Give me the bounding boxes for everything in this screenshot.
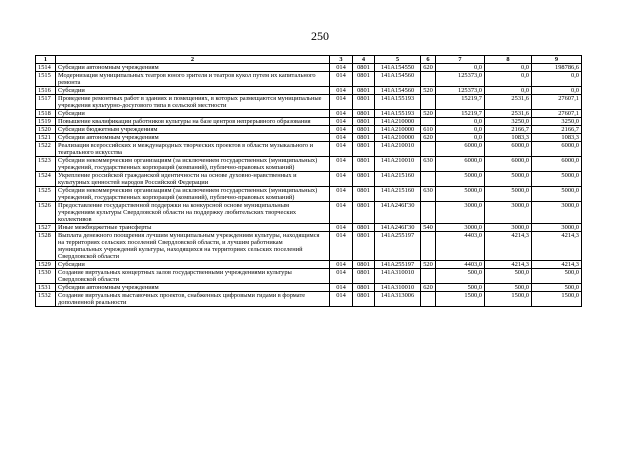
amount-year1-cell: 15219,7: [436, 110, 485, 118]
row-number-cell: 1517: [36, 95, 56, 110]
target-article-cell: 141A255197: [375, 261, 421, 269]
amount-year2-cell: 4214,3: [485, 232, 532, 261]
target-article-cell: 141A210010: [375, 142, 421, 157]
row-number-cell: 1526: [36, 202, 56, 224]
item-name-cell: Субсидии: [56, 87, 330, 95]
amount-year2-cell: 6000,0: [485, 157, 532, 172]
amount-year2-cell: 5000,0: [485, 172, 532, 187]
amount-year1-cell: 0,0: [436, 134, 485, 142]
amount-year2-cell: 0,0: [485, 64, 532, 72]
item-name-cell: Создание виртуальных выставочных проектов, снабженных цифровыми гидами в формате дополненной реальности: [56, 292, 330, 307]
table-row: [36, 95, 582, 110]
column-header: 1: [36, 56, 56, 64]
expense-type-cell: [421, 72, 436, 87]
amount-year2-cell: 3000,0: [485, 224, 532, 232]
table-row: [36, 157, 582, 172]
amount-year3-cell: 0,0: [532, 72, 582, 87]
target-article-cell: 141A313006: [375, 292, 421, 307]
row-number-cell: 1522: [36, 142, 56, 157]
item-name-cell: Иные межбюджетные трансферты: [56, 224, 330, 232]
amount-year1-cell: 6000,0: [436, 157, 485, 172]
expense-type-cell: 630: [421, 157, 436, 172]
amount-year2-cell: 2166,7: [485, 126, 532, 134]
section-code-cell: 0801: [353, 261, 375, 269]
amount-year2-cell: 2531,6: [485, 110, 532, 118]
table-row: [36, 284, 582, 292]
section-code-cell: 0801: [353, 187, 375, 202]
row-number-cell: 1527: [36, 224, 56, 232]
ministry-code-cell: 014: [330, 118, 353, 126]
amount-year3-cell: 1083,3: [532, 134, 582, 142]
column-header: 5: [375, 56, 421, 64]
section-code-cell: 0801: [353, 72, 375, 87]
expense-type-cell: [421, 269, 436, 284]
amount-year2-cell: 3250,0: [485, 118, 532, 126]
amount-year3-cell: 3000,0: [532, 202, 582, 224]
section-code-cell: 0801: [353, 126, 375, 134]
table-body: [36, 64, 582, 307]
amount-year1-cell: 5000,0: [436, 172, 485, 187]
amount-year1-cell: 500,0: [436, 284, 485, 292]
item-name-cell: Субсидии: [56, 110, 330, 118]
amount-year3-cell: 4214,3: [532, 232, 582, 261]
table-row: [36, 261, 582, 269]
row-number-cell: 1520: [36, 126, 56, 134]
amount-year3-cell: 4214,3: [532, 261, 582, 269]
row-number-cell: 1516: [36, 87, 56, 95]
table-row: [36, 87, 582, 95]
amount-year3-cell: 500,0: [532, 284, 582, 292]
item-name-cell: Укрепление российской гражданской идентичности на основе духовно-нравственных и культурных ценностей народов Российской Федерации: [56, 172, 330, 187]
section-code-cell: 0801: [353, 284, 375, 292]
expense-type-cell: 520: [421, 261, 436, 269]
table-header-row: [36, 56, 582, 64]
target-article-cell: 141A154560: [375, 72, 421, 87]
amount-year1-cell: 0,0: [436, 64, 485, 72]
target-article-cell: 141A210000: [375, 134, 421, 142]
item-name-cell: Субсидии автономным учреждениям: [56, 134, 330, 142]
amount-year3-cell: 3000,0: [532, 224, 582, 232]
amount-year1-cell: 500,0: [436, 269, 485, 284]
page-number: 250: [311, 29, 329, 43]
target-article-cell: 141A310010: [375, 284, 421, 292]
amount-year1-cell: 1500,0: [436, 292, 485, 307]
amount-year2-cell: 4214,3: [485, 261, 532, 269]
item-name-cell: Субсидии некоммерческим организациям (за исключением государственных (муниципальных) учреждений, государственных корпораций (компаний), публично-правовых компаний): [56, 157, 330, 172]
amount-year2-cell: 5000,0: [485, 187, 532, 202]
item-name-cell: Субсидии автономным учреждениям: [56, 284, 330, 292]
amount-year3-cell: 5000,0: [532, 187, 582, 202]
item-name-cell: Субсидии: [56, 261, 330, 269]
item-name-cell: Создание виртуальных концертных залов государственными учреждениями культуры Свердловской области: [56, 269, 330, 284]
row-number-cell: 1531: [36, 284, 56, 292]
row-number-cell: 1521: [36, 134, 56, 142]
expense-type-cell: [421, 232, 436, 261]
amount-year1-cell: 125373,0: [436, 72, 485, 87]
expense-type-cell: 520: [421, 110, 436, 118]
ministry-code-cell: 014: [330, 172, 353, 187]
item-name-cell: Субсидии некоммерческим организациям (за исключением государственных (муниципальных) учреждений, государственных корпораций (компаний), публично-правовых компаний): [56, 187, 330, 202]
amount-year1-cell: 4403,0: [436, 261, 485, 269]
row-number-cell: 1525: [36, 187, 56, 202]
expense-type-cell: [421, 118, 436, 126]
item-name-cell: Модернизация муниципальных театров юного зрителя и театров кукол путем их капитального ремонта: [56, 72, 330, 87]
table-row: [36, 126, 582, 134]
target-article-cell: 141A210000: [375, 118, 421, 126]
target-article-cell: 141A154560: [375, 87, 421, 95]
ministry-code-cell: 014: [330, 224, 353, 232]
section-code-cell: 0801: [353, 118, 375, 126]
amount-year3-cell: 6000,0: [532, 157, 582, 172]
target-article-cell: 141A154550: [375, 64, 421, 72]
row-number-cell: 1515: [36, 72, 56, 87]
ministry-code-cell: 014: [330, 269, 353, 284]
table-row: [36, 269, 582, 284]
amount-year3-cell: 1500,0: [532, 292, 582, 307]
section-code-cell: 0801: [353, 110, 375, 118]
amount-year3-cell: 6000,0: [532, 142, 582, 157]
amount-year3-cell: 2166,7: [532, 126, 582, 134]
table-row: [36, 142, 582, 157]
amount-year3-cell: 500,0: [532, 269, 582, 284]
section-code-cell: 0801: [353, 95, 375, 110]
section-code-cell: 0801: [353, 64, 375, 72]
section-code-cell: 0801: [353, 142, 375, 157]
expense-type-cell: 630: [421, 187, 436, 202]
amount-year2-cell: 500,0: [485, 284, 532, 292]
target-article-cell: 141A210000: [375, 126, 421, 134]
column-header: 6: [421, 56, 436, 64]
table-row: [36, 292, 582, 307]
amount-year2-cell: 1083,3: [485, 134, 532, 142]
section-code-cell: 0801: [353, 87, 375, 95]
amount-year3-cell: 0,0: [532, 87, 582, 95]
section-code-cell: 0801: [353, 269, 375, 284]
row-number-cell: 1532: [36, 292, 56, 307]
target-article-cell: 141A246Г30: [375, 224, 421, 232]
table-row: [36, 134, 582, 142]
ministry-code-cell: 014: [330, 157, 353, 172]
table-row: [36, 232, 582, 261]
table-row: [36, 202, 582, 224]
item-name-cell: Проведение ремонтных работ в зданиях и помещениях, в которых размещаются муниципальные учреждения культурно-досугового типа в сельской местности: [56, 95, 330, 110]
table-row: [36, 110, 582, 118]
ministry-code-cell: 014: [330, 187, 353, 202]
section-code-cell: 0801: [353, 134, 375, 142]
ministry-code-cell: 014: [330, 284, 353, 292]
table-row: [36, 187, 582, 202]
amount-year1-cell: 15219,7: [436, 95, 485, 110]
section-code-cell: 0801: [353, 172, 375, 187]
column-header: 3: [330, 56, 353, 64]
ministry-code-cell: 014: [330, 87, 353, 95]
amount-year3-cell: 27607,1: [532, 110, 582, 118]
ministry-code-cell: 014: [330, 72, 353, 87]
expense-type-cell: [421, 95, 436, 110]
amount-year2-cell: 6000,0: [485, 142, 532, 157]
expense-type-cell: 540: [421, 224, 436, 232]
amount-year2-cell: 2531,6: [485, 95, 532, 110]
amount-year1-cell: 6000,0: [436, 142, 485, 157]
ministry-code-cell: 014: [330, 126, 353, 134]
row-number-cell: 1514: [36, 64, 56, 72]
target-article-cell: 141A310010: [375, 269, 421, 284]
row-number-cell: 1523: [36, 157, 56, 172]
column-header: 8: [485, 56, 532, 64]
column-header: 4: [353, 56, 375, 64]
section-code-cell: 0801: [353, 292, 375, 307]
target-article-cell: 141A155193: [375, 110, 421, 118]
ministry-code-cell: 014: [330, 64, 353, 72]
amount-year1-cell: 3000,0: [436, 202, 485, 224]
ministry-code-cell: 014: [330, 261, 353, 269]
amount-year3-cell: 27607,1: [532, 95, 582, 110]
amount-year1-cell: 0,0: [436, 118, 485, 126]
section-code-cell: 0801: [353, 202, 375, 224]
amount-year1-cell: 4403,0: [436, 232, 485, 261]
expense-type-cell: [421, 142, 436, 157]
table-row: [36, 224, 582, 232]
column-header: 7: [436, 56, 485, 64]
section-code-cell: 0801: [353, 224, 375, 232]
expense-type-cell: [421, 292, 436, 307]
target-article-cell: 141A155193: [375, 95, 421, 110]
section-code-cell: 0801: [353, 232, 375, 261]
row-number-cell: 1524: [36, 172, 56, 187]
expense-type-cell: 620: [421, 134, 436, 142]
expense-type-cell: 620: [421, 64, 436, 72]
amount-year1-cell: 125373,0: [436, 87, 485, 95]
amount-year3-cell: 3250,0: [532, 118, 582, 126]
amount-year3-cell: 5000,0: [532, 172, 582, 187]
table-row: [36, 172, 582, 187]
row-number-cell: 1519: [36, 118, 56, 126]
amount-year2-cell: 0,0: [485, 72, 532, 87]
row-number-cell: 1528: [36, 232, 56, 261]
table-row: [36, 118, 582, 126]
row-number-cell: 1530: [36, 269, 56, 284]
ministry-code-cell: 014: [330, 95, 353, 110]
item-name-cell: Повышение квалификации работников культуры на базе центров непрерывного образования: [56, 118, 330, 126]
ministry-code-cell: 014: [330, 292, 353, 307]
expense-type-cell: 620: [421, 284, 436, 292]
ministry-code-cell: 014: [330, 134, 353, 142]
amount-year2-cell: 3000,0: [485, 202, 532, 224]
ministry-code-cell: 014: [330, 202, 353, 224]
table-row: [36, 64, 582, 72]
amount-year2-cell: 1500,0: [485, 292, 532, 307]
ministry-code-cell: 014: [330, 110, 353, 118]
row-number-cell: 1529: [36, 261, 56, 269]
item-name-cell: Субсидии автономным учреждениям: [56, 64, 330, 72]
target-article-cell: 141A210010: [375, 157, 421, 172]
target-article-cell: 141A215160: [375, 187, 421, 202]
target-article-cell: 141A215160: [375, 172, 421, 187]
table-row: [36, 72, 582, 87]
item-name-cell: Выплата денежного поощрения лучшим муниципальным учреждениям культуры, находящимся на территориях сельских поселений Свердловской области, и лучшим работникам муниципальных учреждений культуры, находящихся на территориях сельских поселений Свердловской области: [56, 232, 330, 261]
item-name-cell: Субсидии бюджетным учреждениям: [56, 126, 330, 134]
item-name-cell: Предоставление государственной поддержки на конкурсной основе муниципальным учреждениям культуры Свердловской области на поддержку любительских творческих коллективов: [56, 202, 330, 224]
amount-year1-cell: 3000,0: [436, 224, 485, 232]
row-number-cell: 1518: [36, 110, 56, 118]
target-article-cell: 141A255197: [375, 232, 421, 261]
amount-year2-cell: 0,0: [485, 87, 532, 95]
amount-year1-cell: 5000,0: [436, 187, 485, 202]
amount-year3-cell: 198786,6: [532, 64, 582, 72]
expense-type-cell: [421, 202, 436, 224]
expense-type-cell: 610: [421, 126, 436, 134]
section-code-cell: 0801: [353, 157, 375, 172]
budget-table: [35, 55, 582, 307]
ministry-code-cell: 014: [330, 232, 353, 261]
column-header: 2: [56, 56, 330, 64]
item-name-cell: Реализация всероссийских и международных творческих проектов в области музыкального и театрального искусства: [56, 142, 330, 157]
amount-year2-cell: 500,0: [485, 269, 532, 284]
column-header: 9: [532, 56, 582, 64]
target-article-cell: 141A246Г30: [375, 202, 421, 224]
ministry-code-cell: 014: [330, 142, 353, 157]
expense-type-cell: 520: [421, 87, 436, 95]
expense-type-cell: [421, 172, 436, 187]
amount-year1-cell: 0,0: [436, 126, 485, 134]
